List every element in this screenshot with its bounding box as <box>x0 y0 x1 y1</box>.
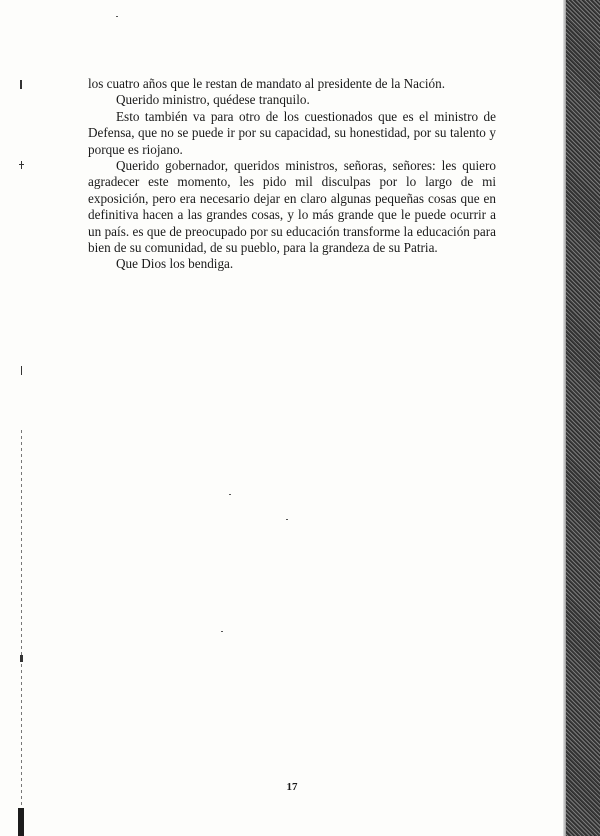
page-number: 17 <box>286 781 298 793</box>
scan-speck <box>221 631 223 632</box>
scan-speck <box>116 16 118 17</box>
paragraph: Que Dios los bendiga. <box>116 256 234 272</box>
paragraph: Querido gobernador, queridos ministros, señoras, señores: les quiero agradecer este momento, les pido mil disculpas por lo largo de mi exposición, pero era necesario dejar en claro algunas pequeñas cosas que en definitiva hacen a las grandes cosas, y lo más grande que le puede ocurrir a un país. es que de preocupado por su educación transforme la educación para bien de su comunidad, de su pueblo, para la grandeza de su Patria. <box>88 158 496 256</box>
binding-line <box>21 430 22 820</box>
scan-speck <box>286 519 288 520</box>
binding-mark <box>18 808 24 836</box>
binding-mark <box>21 366 22 375</box>
binding-mark <box>20 655 23 662</box>
scan-speck <box>229 494 231 495</box>
paragraph: Querido ministro, quédese tranquilo. <box>116 92 310 108</box>
paragraph: los cuatro años que le restan de mandato al presidente de la Nación. <box>88 76 446 91</box>
paragraph: Esto también va para otro de los cuestionados que es el ministro de Defensa, que no se puede ir por su capacidad, su honestidad, por su talento y porque es riojano. <box>88 108 496 157</box>
binding-mark <box>21 161 22 169</box>
body-text <box>88 76 496 273</box>
scan-edge <box>566 0 600 836</box>
binding-mark <box>20 80 22 89</box>
